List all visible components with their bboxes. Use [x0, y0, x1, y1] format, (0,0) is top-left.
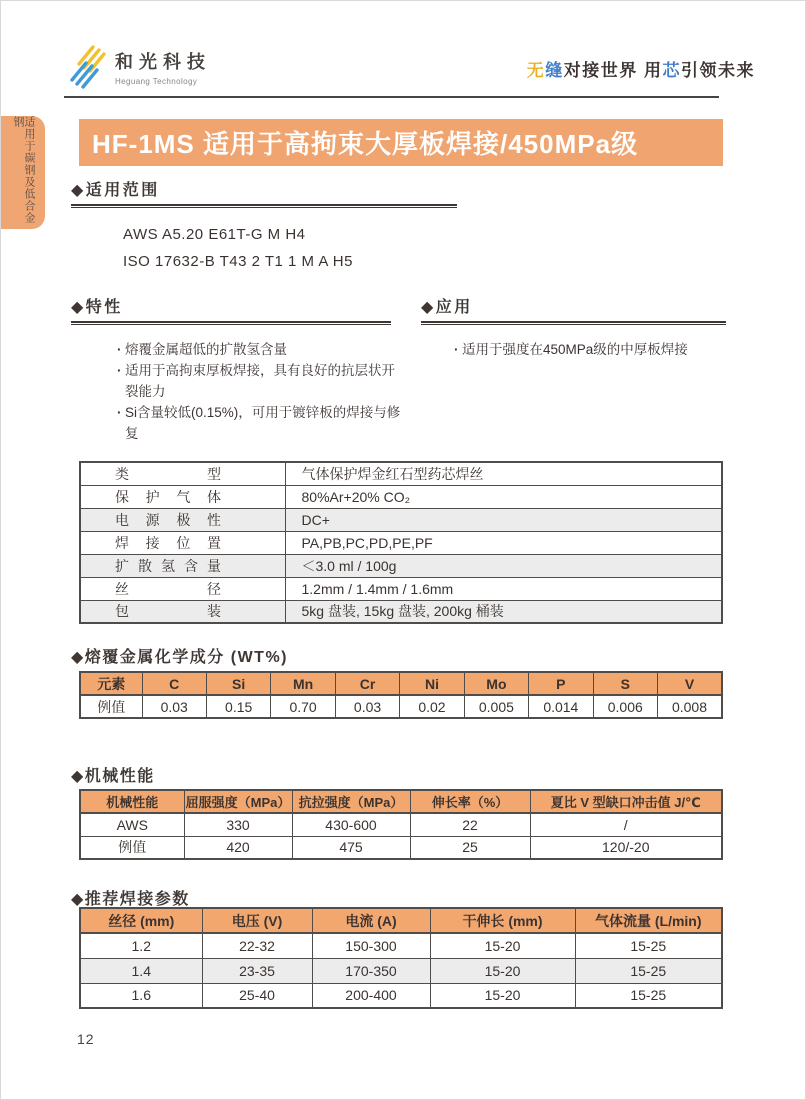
column-header: V: [658, 672, 723, 695]
page-number: 12: [77, 1031, 95, 1047]
header-divider: [64, 96, 719, 98]
welding-params-table: [79, 907, 723, 1009]
table-cell: 15-25: [575, 958, 722, 983]
category-side-tab: [1, 116, 45, 229]
column-header: 气体流量 (L/min): [575, 908, 722, 933]
spec-label-cell: 扩散氢含量: [80, 554, 285, 577]
table-header-row: [80, 672, 722, 695]
section-rule: [71, 321, 391, 325]
table-cell: 15-20: [430, 983, 575, 1008]
section-rule: [71, 204, 457, 208]
table-row: [80, 933, 722, 958]
brand-slogan: [527, 56, 755, 81]
table-row: [80, 508, 722, 531]
column-header: 夏比 V 型缺口冲击值 J/℃: [530, 790, 722, 813]
company-name: 和光科技: [115, 52, 211, 72]
table-cell: 0.03: [142, 695, 206, 718]
table-cell: 200-400: [312, 983, 430, 1008]
column-header: Mo: [464, 672, 528, 695]
feature-item: · 熔覆金属超低的扩散氢含量: [117, 339, 407, 360]
company-name-en: Heguang Technology: [115, 77, 198, 86]
section-applications: [421, 294, 726, 360]
column-header: 伸长率（%）: [410, 790, 530, 813]
scope-spec-aws: AWS A5.20 E61T-G M H4: [123, 226, 306, 243]
section-title: ◆特性: [71, 299, 123, 316]
feature-item: · Si含量较低(0.15%)，可用于镀锌板的焊接与修复: [117, 402, 407, 444]
table-row: [80, 958, 722, 983]
table-cell: 0.014: [529, 695, 593, 718]
logo-stripes-icon: [67, 43, 109, 91]
table-cell: 15-25: [575, 933, 722, 958]
spec-value-cell: DC+: [285, 508, 722, 531]
spec-value-cell: PA,PB,PC,PD,PE,PF: [285, 531, 722, 554]
spec-label-cell: 电源极性: [80, 508, 285, 531]
table-cell: 420: [184, 836, 292, 859]
table-cell: 22: [410, 813, 530, 836]
table-cell: 170-350: [312, 958, 430, 983]
table-cell: 430-600: [292, 813, 410, 836]
slogan-seg: 对接世界 用: [563, 61, 663, 80]
slogan-seg: 缝: [545, 61, 564, 80]
table-row: [80, 577, 722, 600]
table-cell: 22-32: [202, 933, 312, 958]
table-cell: 330: [184, 813, 292, 836]
spec-value-cell: ＜3.0 ml / 100g: [285, 554, 722, 577]
section-title: ◆适用范围: [71, 182, 160, 199]
column-header: 元素: [80, 672, 142, 695]
column-header: S: [593, 672, 657, 695]
spec-label-cell: 包装: [80, 600, 285, 623]
section-rule: [421, 321, 726, 325]
section-features: [71, 294, 401, 444]
category-label: 适用于碳钢及低合金钢: [12, 116, 35, 224]
row-label: 例值: [80, 695, 142, 718]
column-header: 屈服强度（MPa）: [184, 790, 292, 813]
slogan-seg: 引领未来: [681, 61, 755, 80]
column-header: 丝径 (mm): [80, 908, 202, 933]
table-cell: 1.6: [80, 983, 202, 1008]
column-header: Ni: [400, 672, 464, 695]
spec-label-cell: 保护气体: [80, 485, 285, 508]
column-header: 干伸长 (mm): [430, 908, 575, 933]
table-cell: 150-300: [312, 933, 430, 958]
table-cell: 15-25: [575, 983, 722, 1008]
section-title: ◆应用: [421, 299, 473, 316]
table-row: [80, 836, 722, 859]
table-row: [80, 983, 722, 1008]
scope-spec-iso: ISO 17632-B T43 2 T1 1 M A H5: [123, 253, 353, 270]
section-scope: [71, 177, 457, 275]
table-header-row: [80, 908, 722, 933]
table-row: [80, 554, 722, 577]
table-cell: 120/-20: [530, 836, 722, 859]
section-title-mechanical: ◆机械性能: [71, 768, 155, 785]
spec-label-cell: 丝径: [80, 577, 285, 600]
spec-value-cell: 5kg 盘装, 15kg 盘装, 200kg 桶装: [285, 600, 722, 623]
column-header: Cr: [335, 672, 399, 695]
table-row: [80, 600, 722, 623]
row-label: AWS: [80, 813, 184, 836]
spec-value-cell: 80%Ar+20% CO₂: [285, 485, 722, 508]
table-cell: 1.2: [80, 933, 202, 958]
spec-value-cell: 1.2mm / 1.4mm / 1.6mm: [285, 577, 722, 600]
column-header: 电压 (V): [202, 908, 312, 933]
table-cell: 0.006: [593, 695, 657, 718]
table-cell: 15-20: [430, 958, 575, 983]
table-cell: 15-20: [430, 933, 575, 958]
table-cell: /: [530, 813, 722, 836]
spec-label-cell: 焊接位置: [80, 531, 285, 554]
table-cell: 23-35: [202, 958, 312, 983]
table-cell: 0.02: [400, 695, 464, 718]
column-header: C: [142, 672, 206, 695]
table-cell: 0.15: [206, 695, 270, 718]
table-cell: 25-40: [202, 983, 312, 1008]
table-row: [80, 462, 722, 485]
company-logo: [67, 43, 211, 91]
table-row: [80, 485, 722, 508]
column-header: Mn: [271, 672, 335, 695]
spec-table: [79, 461, 723, 624]
column-header: 机械性能: [80, 790, 184, 813]
table-cell: 0.005: [464, 695, 528, 718]
feature-item: · 适用于高拘束厚板焊接，具有良好的抗层状开裂能力: [117, 360, 407, 402]
column-header: P: [529, 672, 593, 695]
product-title: HF-1MS 适用于高拘束大厚板焊接/450MPa级: [92, 129, 639, 159]
chemistry-table: [79, 671, 723, 719]
spec-value-cell: 气体保护焊金红石型药芯焊丝: [285, 462, 722, 485]
spec-label-cell: 类型: [80, 462, 285, 485]
column-header: 电流 (A): [312, 908, 430, 933]
product-title-bar: [79, 119, 723, 166]
section-title-chemistry: ◆熔覆金属化学成分 (WT%): [71, 649, 289, 666]
table-cell: 1.4: [80, 958, 202, 983]
application-item: · 适用于强度在450MPa级的中厚板焊接: [454, 339, 726, 360]
mechanical-table: [79, 789, 723, 860]
table-cell: 0.70: [271, 695, 335, 718]
table-cell: 0.03: [335, 695, 399, 718]
table-cell: 25: [410, 836, 530, 859]
table-cell: 0.008: [658, 695, 723, 718]
table-row: [80, 813, 722, 836]
column-header: 抗拉强度（MPa）: [292, 790, 410, 813]
slogan-seg: 无: [526, 61, 546, 80]
table-cell: 475: [292, 836, 410, 859]
table-row: [80, 695, 722, 718]
table-header-row: [80, 790, 722, 813]
row-label: 例值: [80, 836, 184, 859]
table-row: [80, 531, 722, 554]
column-header: Si: [206, 672, 270, 695]
section-title-welding-params: ◆推荐焊接参数: [71, 891, 190, 908]
slogan-seg: 芯: [662, 61, 681, 80]
